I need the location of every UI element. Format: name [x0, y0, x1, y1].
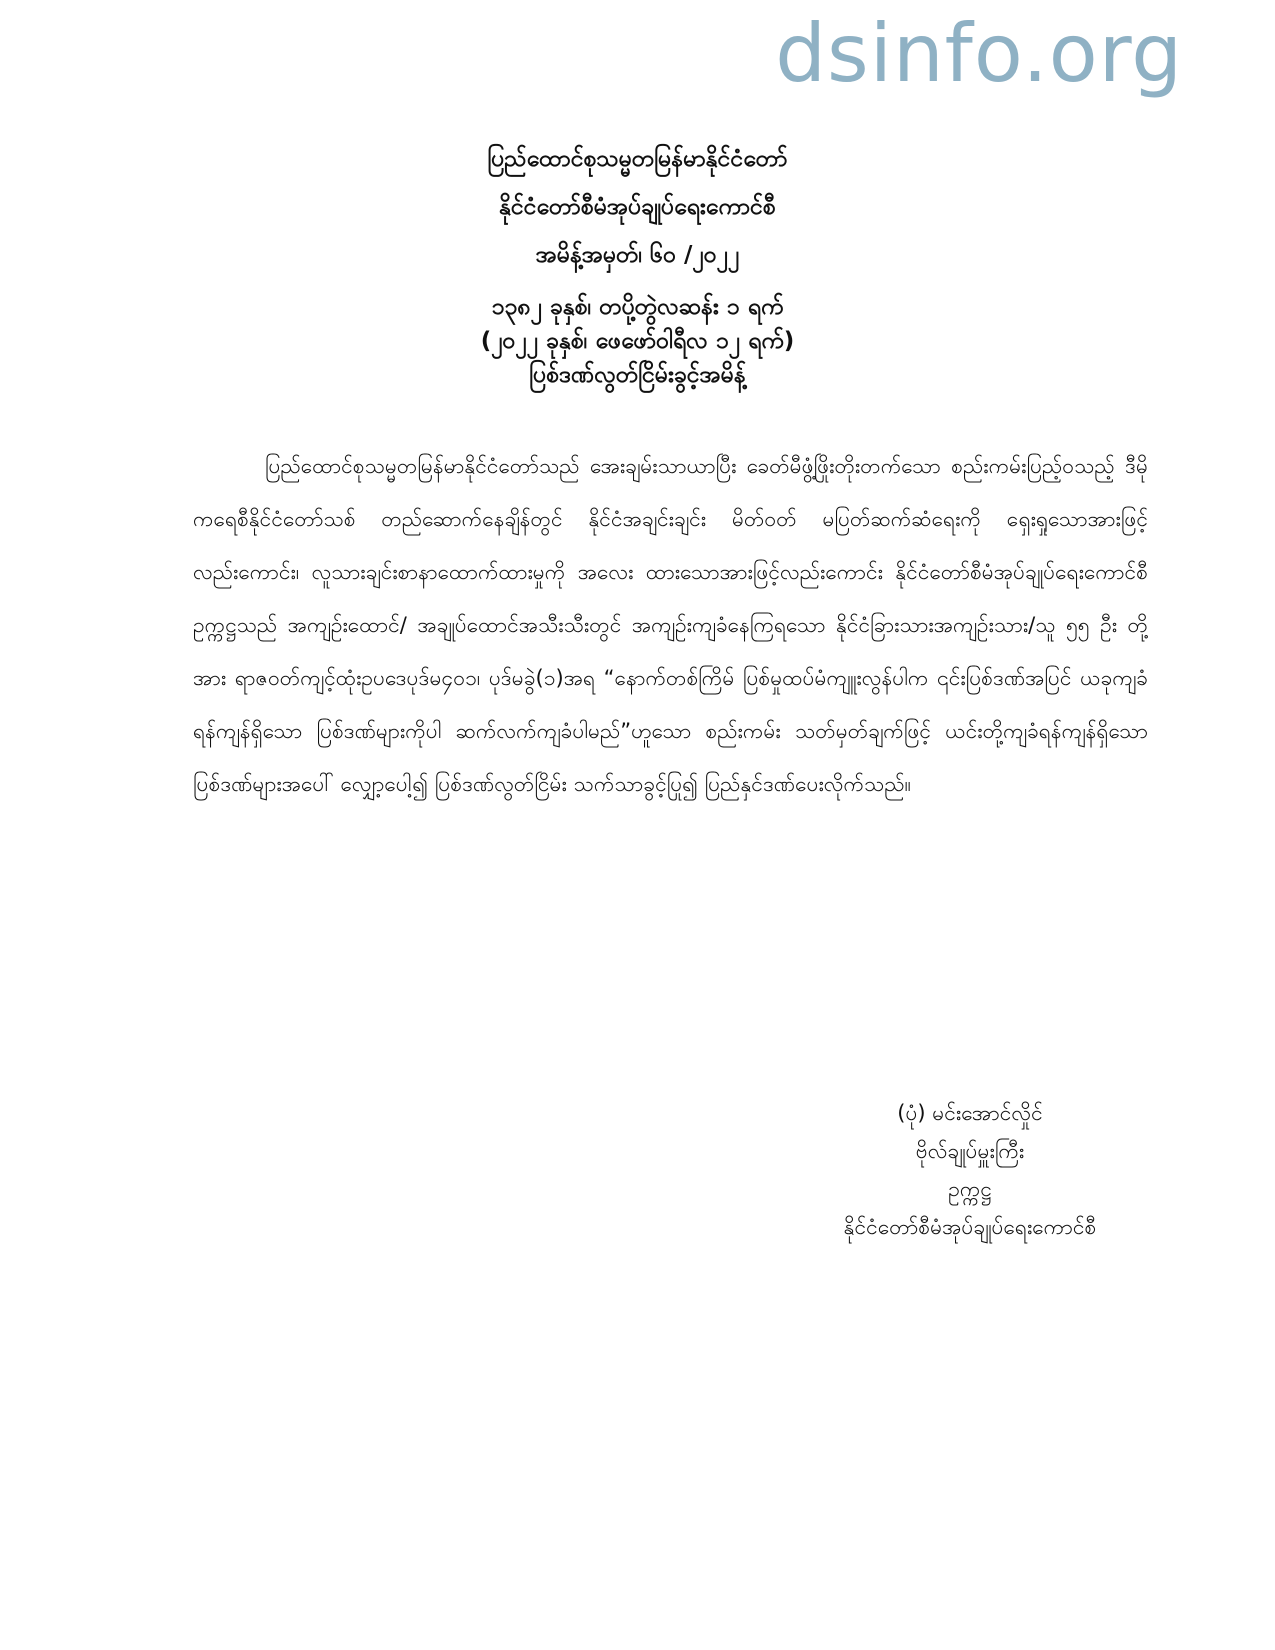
council-name: နိုင်ငံတော်စီမံအုပ်ချုပ်ရေးကောင်စီ	[499, 194, 776, 220]
signatory-rank: ဗိုလ်ချုပ်မှူးကြီး	[915, 1139, 1025, 1163]
document-header	[0, 142, 1275, 392]
order-number: အမိန့်အမှတ်၊ ၆၀ /၂၀၂၂	[535, 242, 740, 268]
signatory-name: (ပုံ) မင်းအောင်လှိုင်	[897, 1101, 1043, 1125]
order-body-paragraph: ပြည်ထောင်စုသမ္မတမြန်မာနိုင်ငံတော်သည် အေးချမ်းသာယာပြီး ခေတ်မီဖွံ့ဖြိုးတိုးတက်သော စည်းကမ်းပြည့်ဝသည့် ဒီမိုကရေစီနိုင်ငံတော်သစ် တည်ဆောက်နေချိန်တွင် နိုင်ငံအချင်းချင်း မိတ်ဝတ် မပြတ်ဆက်ဆံရေးကို ရှေးရှုသောအားဖြင့်လည်းကောင်း၊ လူသားချင်းစာနာထောက်ထားမှုကို အလေး ထားသောအားဖြင့်လည်းကောင်း နိုင်ငံတော်စီမံအုပ်ချုပ်ရေးကောင်စီဥက္ကဋ္ဌသည် အကျဉ်းထောင်/ အချုပ်ထောင်အသီးသီးတွင် အကျဉ်းကျခံနေကြရသော နိုင်ငံခြားသားအကျဉ်းသား/သူ ၅၅ ဦး တို့အား ရာဇဝတ်ကျင့်ထုံးဥပဒေပုဒ်မ၄၀၁၊ ပုဒ်မခွဲ(၁)အရ “နောက်တစ်ကြိမ် ပြစ်မှုထပ်မံကျူးလွန်ပါက ၎င်းပြစ်ဒဏ်အပြင် ယခုကျခံရန်ကျန်ရှိသော ပြစ်ဒဏ်များကိုပါ ဆက်လက်ကျခံပါမည်”ဟူသော စည်းကမ်း သတ်မှတ်ချက်ဖြင့် ယင်းတို့ကျခံရန်ကျန်ရှိသော ပြစ်ဒဏ်များအပေါ် လျှော့ပေါ့၍ ပြစ်ဒဏ်လွတ်ငြိမ်း သက်သာခွင့်ပြု၍ ပြည်နှင်ဒဏ်ပေးလိုက်သည်။	[193, 454, 1148, 796]
signatory-organization: နိုင်ငံတော်စီမံအုပ်ချုပ်ရေးကောင်စီ	[843, 1215, 1097, 1239]
watermark-logo: dsinfo.org	[775, 7, 1183, 100]
signature-block	[770, 1094, 1170, 1246]
myanmar-date: ၁၃၈၂ ခုနှစ်၊ တပို့တွဲလဆန်း ၁ ရက်	[491, 294, 784, 320]
country-name: ပြည်ထောင်စုသမ္မတမြန်မာနိုင်ငံတော်	[487, 146, 788, 172]
gregorian-date: (၂၀၂၂ ခုနှစ်၊ ဖေဖော်ဝါရီလ ၁၂ ရက်)	[480, 328, 795, 354]
signatory-title: ဥက္ကဋ္ဌ	[948, 1177, 992, 1201]
order-subject: ပြစ်ဒဏ်လွတ်ငြိမ်းခွင့်အမိန့်	[529, 362, 746, 388]
